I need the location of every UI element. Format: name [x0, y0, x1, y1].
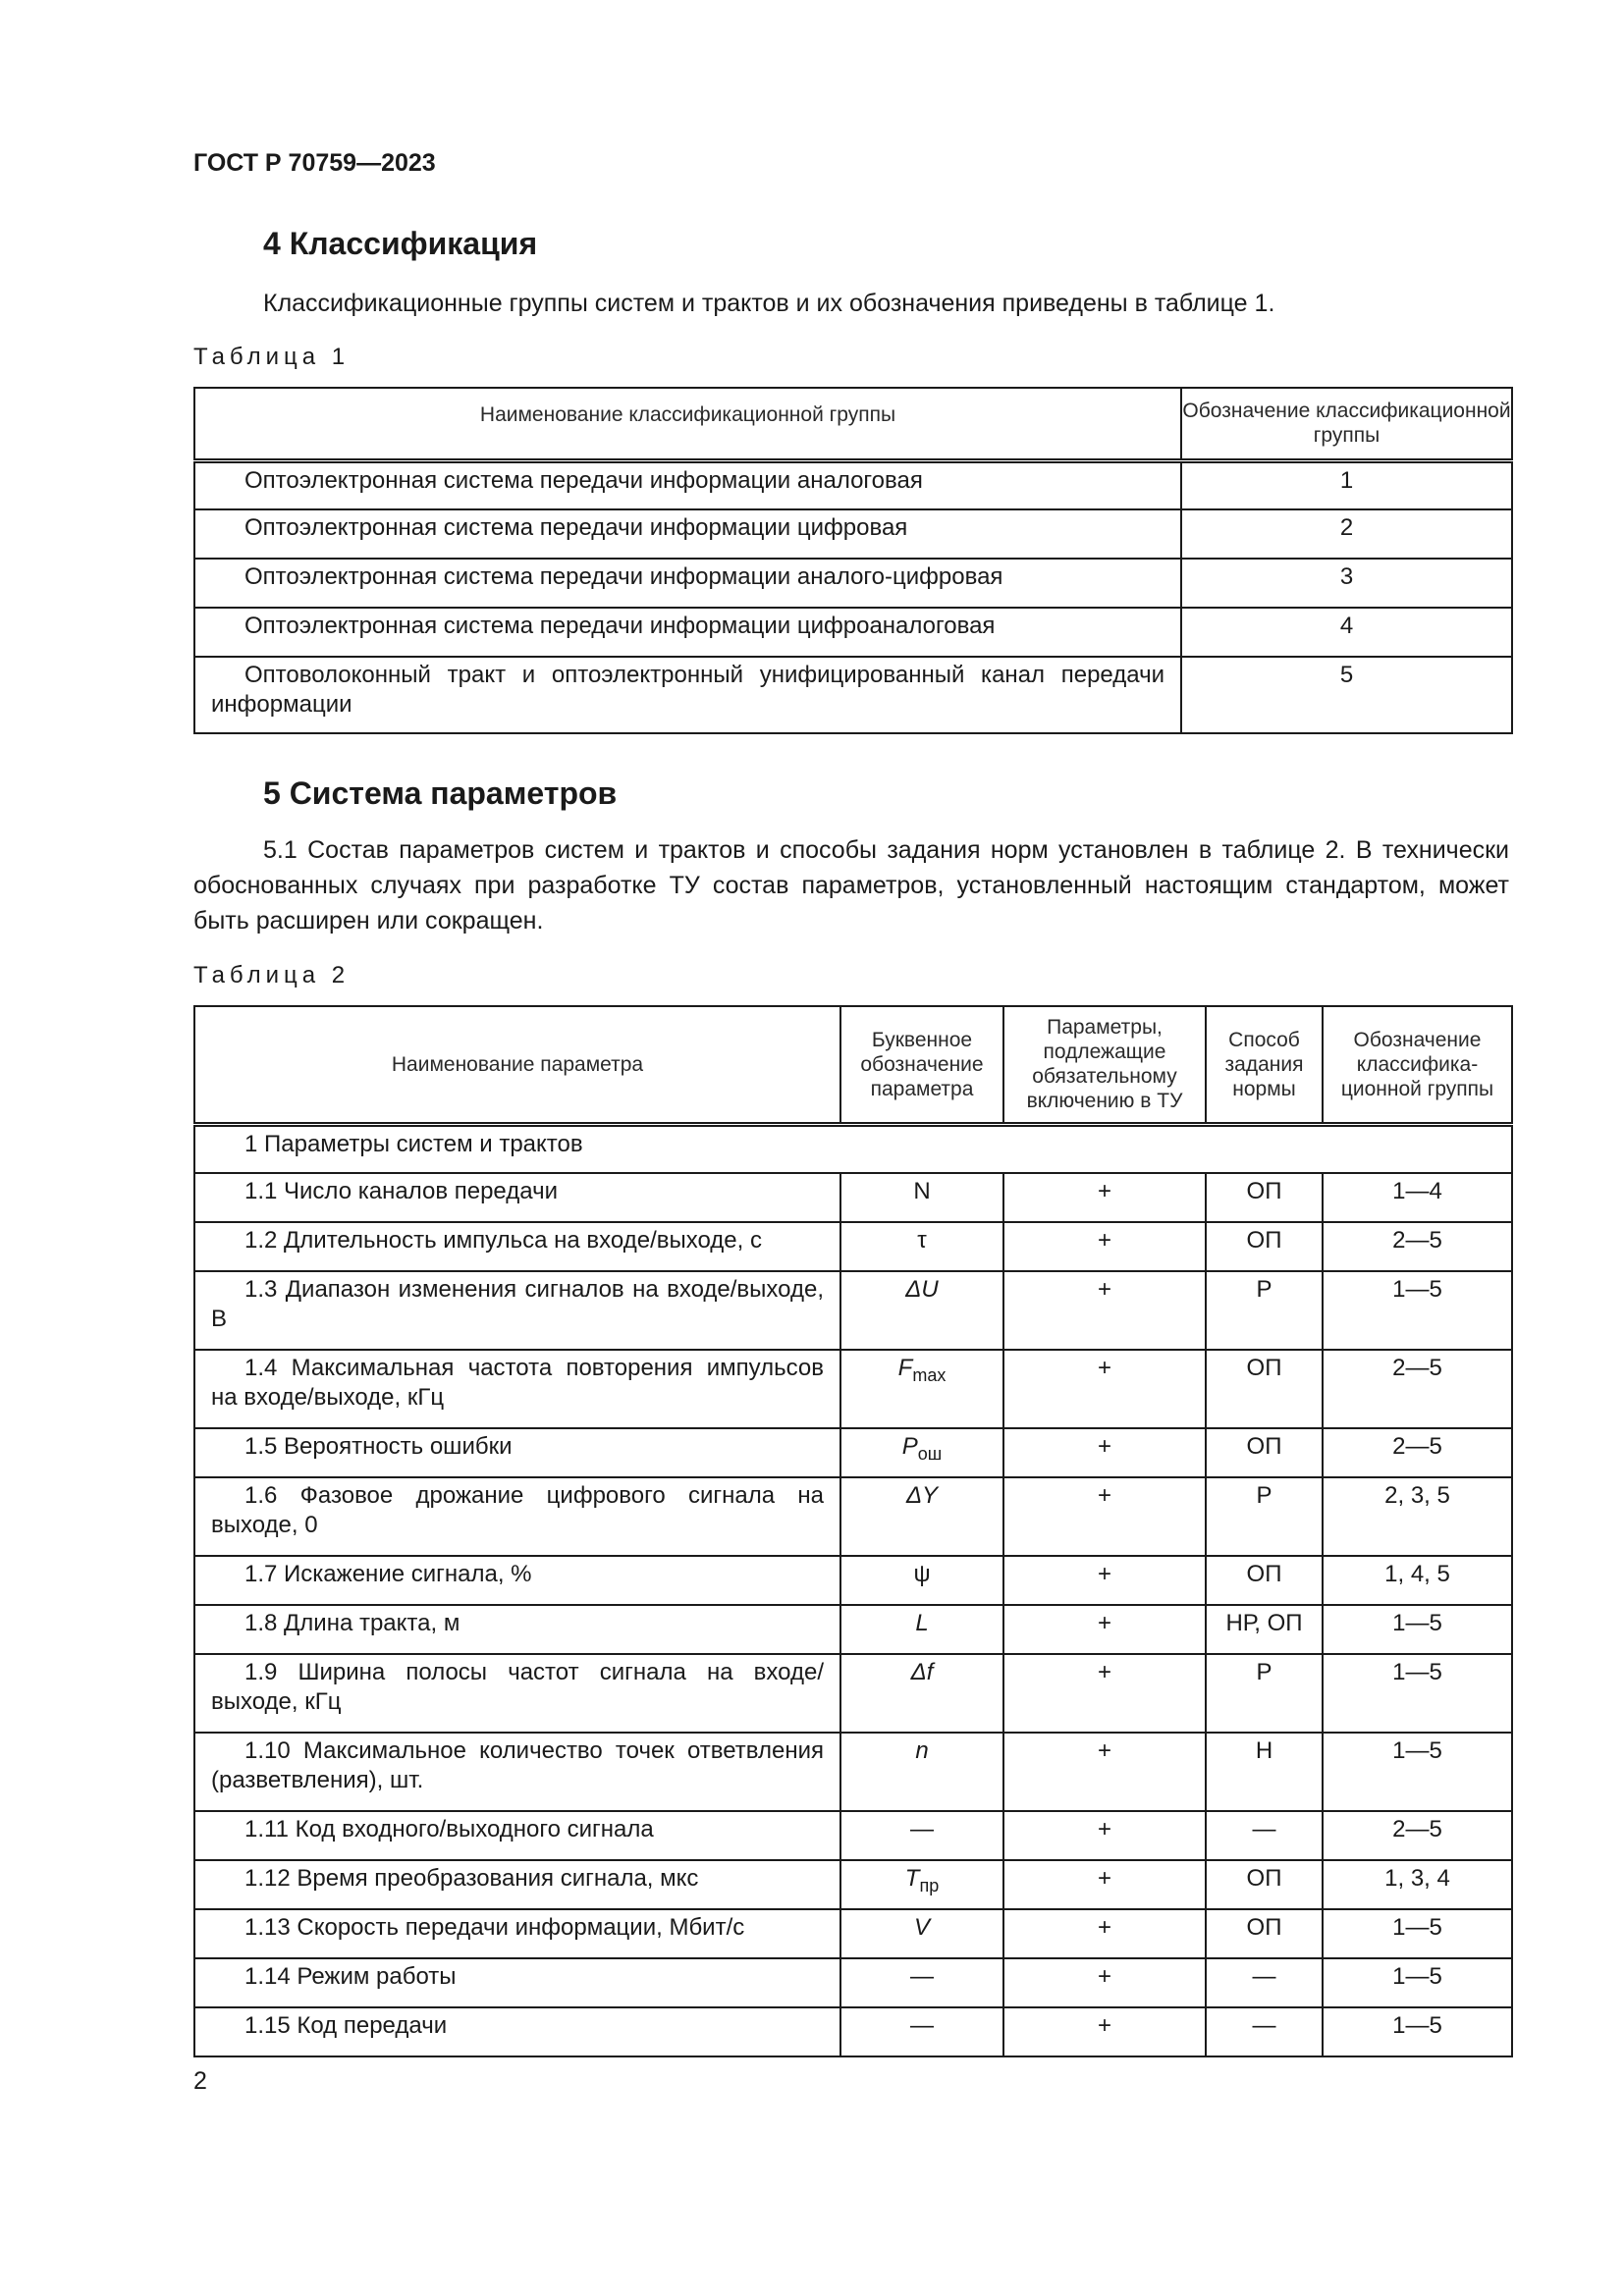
group-name: Оптоэлектронная система передачи информации цифроаналоговая: [244, 613, 996, 639]
parameter-name-cell: [194, 1477, 840, 1556]
t2-header-symbol: Буквенное обозначение параметра: [840, 1006, 1003, 1124]
table-row: [194, 1477, 1512, 1556]
parameter-name: 1.11 Код входного/выходного сигнала: [244, 1816, 654, 1842]
parameter-group: 2—5: [1323, 1428, 1512, 1477]
parameter-name-cell: [194, 1654, 840, 1733]
parameter-symbol: [840, 1654, 1003, 1733]
parameter-req: +: [1003, 1811, 1206, 1860]
classification-table: [193, 387, 1513, 734]
section-5-paragraph: 5.1 Состав параметров систем и трактов и способы задания норм установлен в таблице 2. В технически обоснованных случаях при разработке ТУ состав параметров, установленный настоящим стандартом, может быть расширен или сокращен.: [193, 836, 1509, 934]
parameter-name: 1.10 Максимальное количество точек ответвления (разветвления), шт.: [211, 1737, 824, 1793]
parameter-method: ОП: [1206, 1556, 1323, 1605]
parameter-symbol: [840, 1733, 1003, 1811]
parameter-symbol: [840, 1811, 1003, 1860]
parameter-group: 1—5: [1323, 1958, 1512, 2007]
parameter-name: 1.2 Длительность импульса на входе/выходе, с: [244, 1227, 762, 1254]
parameter-req: +: [1003, 1477, 1206, 1556]
group-name-cell: [194, 559, 1181, 608]
t1-header-code: Обозначение классификационной группы: [1181, 388, 1512, 460]
parameter-group: 2—5: [1323, 1350, 1512, 1428]
symbol-main: T: [904, 1865, 920, 1892]
parameter-group: 1—5: [1323, 1909, 1512, 1958]
symbol-main: P: [901, 1433, 918, 1460]
symbol-main: V: [913, 1914, 930, 1941]
parameter-name-cell: [194, 1428, 840, 1477]
parameter-req: +: [1003, 1860, 1206, 1909]
parameter-req: +: [1003, 1428, 1206, 1477]
group-code: 3: [1181, 559, 1512, 608]
symbol-main: —: [910, 1963, 934, 1990]
parameter-name-cell: [194, 1733, 840, 1811]
parameter-group: 2, 3, 5: [1323, 1477, 1512, 1556]
parameter-method: Р: [1206, 1271, 1323, 1350]
parameter-method: НР, ОП: [1206, 1605, 1323, 1654]
parameter-name-cell: [194, 1811, 840, 1860]
parameter-name: 1.4 Максимальная частота повторения импульсов на входе/выходе, кГц: [211, 1355, 824, 1411]
symbol-main: —: [910, 1816, 934, 1842]
parameter-name-cell: [194, 1271, 840, 1350]
parameter-method: Р: [1206, 1477, 1323, 1556]
parameter-name-cell: [194, 1222, 840, 1271]
group-name-cell: [194, 608, 1181, 657]
parameter-req: +: [1003, 2007, 1206, 2056]
parameter-symbol: [840, 2007, 1003, 2056]
parameter-group: 1—5: [1323, 2007, 1512, 2056]
symbol-main: n: [915, 1737, 929, 1764]
parameter-name-cell: [194, 1350, 840, 1428]
symbol-main: τ: [917, 1227, 927, 1254]
parameter-name: 1.14 Режим работы: [244, 1963, 457, 1990]
group-code: 1: [1181, 460, 1512, 509]
table-row: [194, 1958, 1512, 2007]
parameter-group: 1, 3, 4: [1323, 1860, 1512, 1909]
parameter-group: 1—5: [1323, 1271, 1512, 1350]
parameter-method: Н: [1206, 1733, 1323, 1811]
parameter-group: 1—4: [1323, 1173, 1512, 1222]
parameter-name-cell: [194, 2007, 840, 2056]
parameter-name: 1.13 Скорость передачи информации, Мбит/с: [244, 1914, 745, 1941]
parameter-name: 1.3 Диапазон изменения сигналов на входе/выходе, В: [211, 1276, 824, 1332]
table-row: [194, 2007, 1512, 2056]
parameter-name: 1.6 Фазовое дрожание цифрового сигнала на выходе, 0: [211, 1482, 824, 1538]
t2-header-group: Обозначение классифика-ционной группы: [1323, 1006, 1512, 1124]
section-4-title: 4 Классификация: [263, 226, 538, 261]
parameter-req: +: [1003, 1556, 1206, 1605]
parameter-symbol: [840, 1271, 1003, 1350]
parameter-name-cell: [194, 1556, 840, 1605]
parameter-method: ОП: [1206, 1860, 1323, 1909]
symbol-main: N: [913, 1178, 931, 1204]
parameter-name: 1.7 Искажение сигнала, %: [244, 1561, 532, 1587]
parameter-method: ОП: [1206, 1222, 1323, 1271]
t2-header-method: Способ задания нормы: [1206, 1006, 1323, 1124]
symbol-main: ψ: [913, 1561, 931, 1587]
parameter-group: 2—5: [1323, 1811, 1512, 1860]
parameter-method: ОП: [1206, 1909, 1323, 1958]
table-row: [194, 1733, 1512, 1811]
group-name: Оптоэлектронная система передачи информации аналоговая: [244, 466, 923, 494]
symbol-main: F: [897, 1355, 913, 1381]
table-row: [194, 1556, 1512, 1605]
parameter-symbol: [840, 1428, 1003, 1477]
parameter-symbol: [840, 1860, 1003, 1909]
parameter-req: +: [1003, 1173, 1206, 1222]
symbol-main: Δf: [910, 1659, 934, 1685]
symbol-main: ΔU: [905, 1276, 939, 1303]
parameter-name-cell: [194, 1860, 840, 1909]
parameter-group: 1—5: [1323, 1733, 1512, 1811]
symbol-main: L: [915, 1610, 929, 1636]
parameter-name-cell: [194, 1173, 840, 1222]
parameter-symbol: [840, 1477, 1003, 1556]
group-name: Оптоэлектронная система передачи информации аналого-цифровая: [244, 563, 1003, 590]
parameter-name: 1.1 Число каналов передачи: [244, 1178, 558, 1204]
t1-header-name: Наименование классификационной группы: [194, 388, 1181, 460]
table-row: [194, 1811, 1512, 1860]
table-row: [194, 1222, 1512, 1271]
parameter-group: 1—5: [1323, 1654, 1512, 1733]
page-number: 2: [193, 2067, 207, 2095]
group-name-cell: [194, 657, 1181, 733]
parameter-symbol: [840, 1350, 1003, 1428]
parameter-method: —: [1206, 1811, 1323, 1860]
section-5-title: 5 Система параметров: [263, 775, 618, 811]
symbol-subscript: max: [912, 1365, 947, 1385]
table-row: [194, 1605, 1512, 1654]
parameter-name: 1.15 Код передачи: [244, 2012, 448, 2039]
symbol-main: ΔY: [905, 1482, 939, 1509]
table-row: [194, 1654, 1512, 1733]
parameter-method: —: [1206, 2007, 1323, 2056]
t2-header-required: Параметры, подлежащие обязательному включению в ТУ: [1003, 1006, 1206, 1124]
parameter-name: 1.8 Длина тракта, м: [244, 1610, 460, 1636]
parameter-method: Р: [1206, 1654, 1323, 1733]
t2-group-title: 1 Параметры систем и трактов: [194, 1124, 1512, 1173]
symbol-main: —: [910, 2012, 934, 2039]
group-name-cell: [194, 460, 1181, 509]
table-row: [194, 1428, 1512, 1477]
parameter-req: +: [1003, 1271, 1206, 1350]
parameter-req: +: [1003, 1350, 1206, 1428]
parameter-group: 1—5: [1323, 1605, 1512, 1654]
parameter-symbol: [840, 1173, 1003, 1222]
t2-header-name: Наименование параметра: [194, 1006, 840, 1124]
parameter-name-cell: [194, 1909, 840, 1958]
table-row: [194, 509, 1512, 559]
parameter-name: 1.9 Ширина полосы частот сигнала на входе/выходе, кГц: [211, 1659, 824, 1715]
parameter-method: ОП: [1206, 1173, 1323, 1222]
parameter-req: +: [1003, 1958, 1206, 2007]
parameter-method: ОП: [1206, 1428, 1323, 1477]
parameter-symbol: [840, 1958, 1003, 2007]
group-name: Оптоволоконный тракт и оптоэлектронный унифицированный канал передачи информации: [211, 662, 1164, 718]
parameter-name: 1.12 Время преобразования сигнала, мкс: [244, 1865, 699, 1892]
parameters-table: [193, 1005, 1513, 2057]
group-name: Оптоэлектронная система передачи информации цифровая: [244, 514, 908, 541]
table-row: [194, 1860, 1512, 1909]
parameter-req: +: [1003, 1605, 1206, 1654]
parameter-symbol: [840, 1909, 1003, 1958]
group-code: 5: [1181, 657, 1512, 733]
symbol-subscript: ош: [917, 1444, 943, 1464]
group-code: 2: [1181, 509, 1512, 559]
table-2-caption: Таблица 2: [193, 962, 351, 988]
table-row: [194, 460, 1512, 509]
table-row: [194, 1350, 1512, 1428]
parameter-method: —: [1206, 1958, 1323, 2007]
table-row: [194, 1173, 1512, 1222]
parameter-group: 2—5: [1323, 1222, 1512, 1271]
parameter-symbol: [840, 1556, 1003, 1605]
parameter-req: +: [1003, 1222, 1206, 1271]
parameter-symbol: [840, 1222, 1003, 1271]
parameter-name-cell: [194, 1605, 840, 1654]
parameter-req: +: [1003, 1654, 1206, 1733]
parameter-symbol: [840, 1605, 1003, 1654]
table-row: [194, 1909, 1512, 1958]
section-4-text: Классификационные группы систем и трактов и их обозначения приведены в таблице 1.: [263, 290, 1275, 317]
parameter-group: 1, 4, 5: [1323, 1556, 1512, 1605]
table-row: [194, 657, 1512, 733]
table-1-caption: Таблица 1: [193, 344, 351, 370]
group-code: 4: [1181, 608, 1512, 657]
table-row: [194, 1271, 1512, 1350]
group-name-cell: [194, 509, 1181, 559]
parameter-name-cell: [194, 1958, 840, 2007]
document-header: ГОСТ Р 70759—2023: [193, 149, 436, 177]
parameter-method: ОП: [1206, 1350, 1323, 1428]
table-row: [194, 559, 1512, 608]
table-row: [194, 608, 1512, 657]
symbol-subscript: пр: [919, 1876, 940, 1896]
parameter-name: 1.5 Вероятность ошибки: [244, 1433, 513, 1460]
parameter-req: +: [1003, 1909, 1206, 1958]
parameter-req: +: [1003, 1733, 1206, 1811]
